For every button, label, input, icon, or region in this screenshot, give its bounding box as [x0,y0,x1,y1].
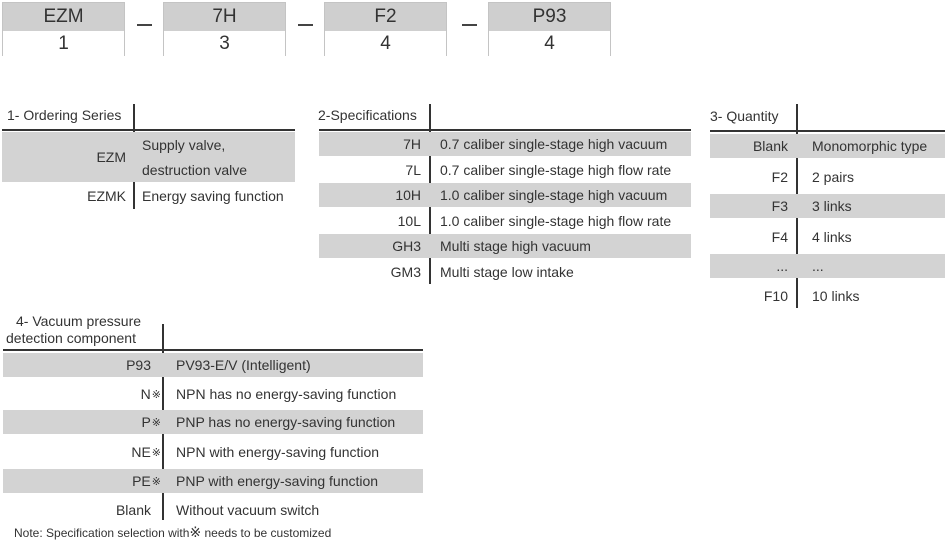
code-label: F2 [325,3,446,31]
custom-mark: ※ [151,446,161,459]
row-key: 10L [397,213,421,229]
row-key: F4 [771,229,788,245]
table-title-line1: 4- Vacuum pressure [16,313,142,329]
table-row [319,260,691,284]
row-value: 4 links [812,229,852,245]
table-row [3,382,423,406]
table-row [710,134,945,158]
table-title: 1- Ordering Series [7,107,122,123]
dash-separator [137,24,152,26]
row-key: F3 [771,198,788,214]
row-key: EZMK [87,188,126,204]
footnote-prefix: Note: Specification selection with [14,526,190,540]
table-row [319,132,691,156]
code-index: 3 [164,31,285,57]
table-row [2,184,295,208]
row-value: 1.0 caliber single-stage high vacuum [440,187,668,203]
row-value: 0.7 caliber single-stage high vacuum [440,136,668,152]
table-row [3,469,423,493]
header-rule [2,129,295,131]
table-row [2,132,295,182]
row-value: Without vacuum switch [176,502,320,518]
code-index: 4 [489,31,610,57]
header-rule [710,130,945,132]
row-key-wrap [3,469,161,493]
row-key-wrap [3,440,161,464]
row-key: GH3 [392,238,421,254]
row-value: 2 pairs [812,169,855,185]
row-key-wrap [3,410,161,434]
custom-mark: ※ [151,416,161,429]
row-key: NE [131,444,151,460]
table-row [319,158,691,182]
custom-mark: ※ [189,524,202,540]
table-row [710,284,945,308]
code-box-spec [163,2,286,56]
row-key: P93 [126,357,151,373]
dash-separator [462,24,477,26]
table-row [319,183,691,207]
table-title: 3- Quantity [710,108,779,124]
row-value: Monomorphic type [812,138,928,154]
table-title: 2-Specifications [318,107,417,123]
code-box-vacuum [488,2,611,56]
header-rule [3,349,423,351]
row-value: NPN has no energy-saving function [176,386,397,402]
row-key: GM3 [390,264,421,280]
table-row [710,225,945,249]
row-value: Multi stage low intake [440,264,574,280]
row-value: 1.0 caliber single-stage high flow rate [440,213,672,229]
table-row [3,440,423,464]
code-label: 7H [164,3,285,31]
row-key: N [140,386,151,402]
row-key: 7H [403,136,421,152]
row-key: Blank [752,138,788,154]
table-row [3,410,423,434]
footnote [14,524,331,541]
row-key: PE [132,473,151,489]
table-row [710,194,945,218]
row-value: NPN with energy-saving function [176,444,380,460]
row-key: 7L [405,162,421,178]
row-value: 0.7 caliber single-stage high flow rate [440,162,672,178]
row-value: PNP with energy-saving function [176,473,379,489]
table-row [3,353,423,377]
row-key: EZM [96,149,126,165]
table-row [710,254,945,278]
footnote-suffix: needs to be customized [201,526,332,540]
code-index: 4 [325,31,446,57]
custom-mark: ※ [151,475,161,488]
row-key: F10 [763,288,788,304]
row-value: PNP has no energy-saving function [176,414,396,430]
code-label: EZM [3,3,124,31]
code-box-quantity [324,2,447,56]
row-key: Blank [115,502,151,518]
code-box-series [2,2,125,56]
table-row [710,165,945,189]
code-index: 1 [3,31,124,57]
row-value: PV93-E/V (Intelligent) [176,357,311,373]
row-value: ... [812,258,824,274]
row-value: Multi stage high vacuum [440,238,591,254]
row-value: 10 links [812,288,860,304]
table-title-line2: detection component [6,330,136,346]
dash-separator [298,24,313,26]
row-key: 10H [395,187,421,203]
table-row [319,234,691,258]
row-key: P [141,414,151,430]
code-label: P93 [489,3,610,31]
row-key: ... [776,258,788,274]
table-row [319,209,691,233]
header-rule [319,129,691,131]
row-key-wrap [3,382,161,406]
custom-mark: ※ [151,388,161,401]
row-value: Supply valve, [142,137,226,153]
table-row [3,498,423,522]
row-value: 3 links [812,198,852,214]
row-value: Energy saving function [142,188,284,204]
row-key: F2 [771,169,788,185]
row-value: destruction valve [142,162,248,178]
